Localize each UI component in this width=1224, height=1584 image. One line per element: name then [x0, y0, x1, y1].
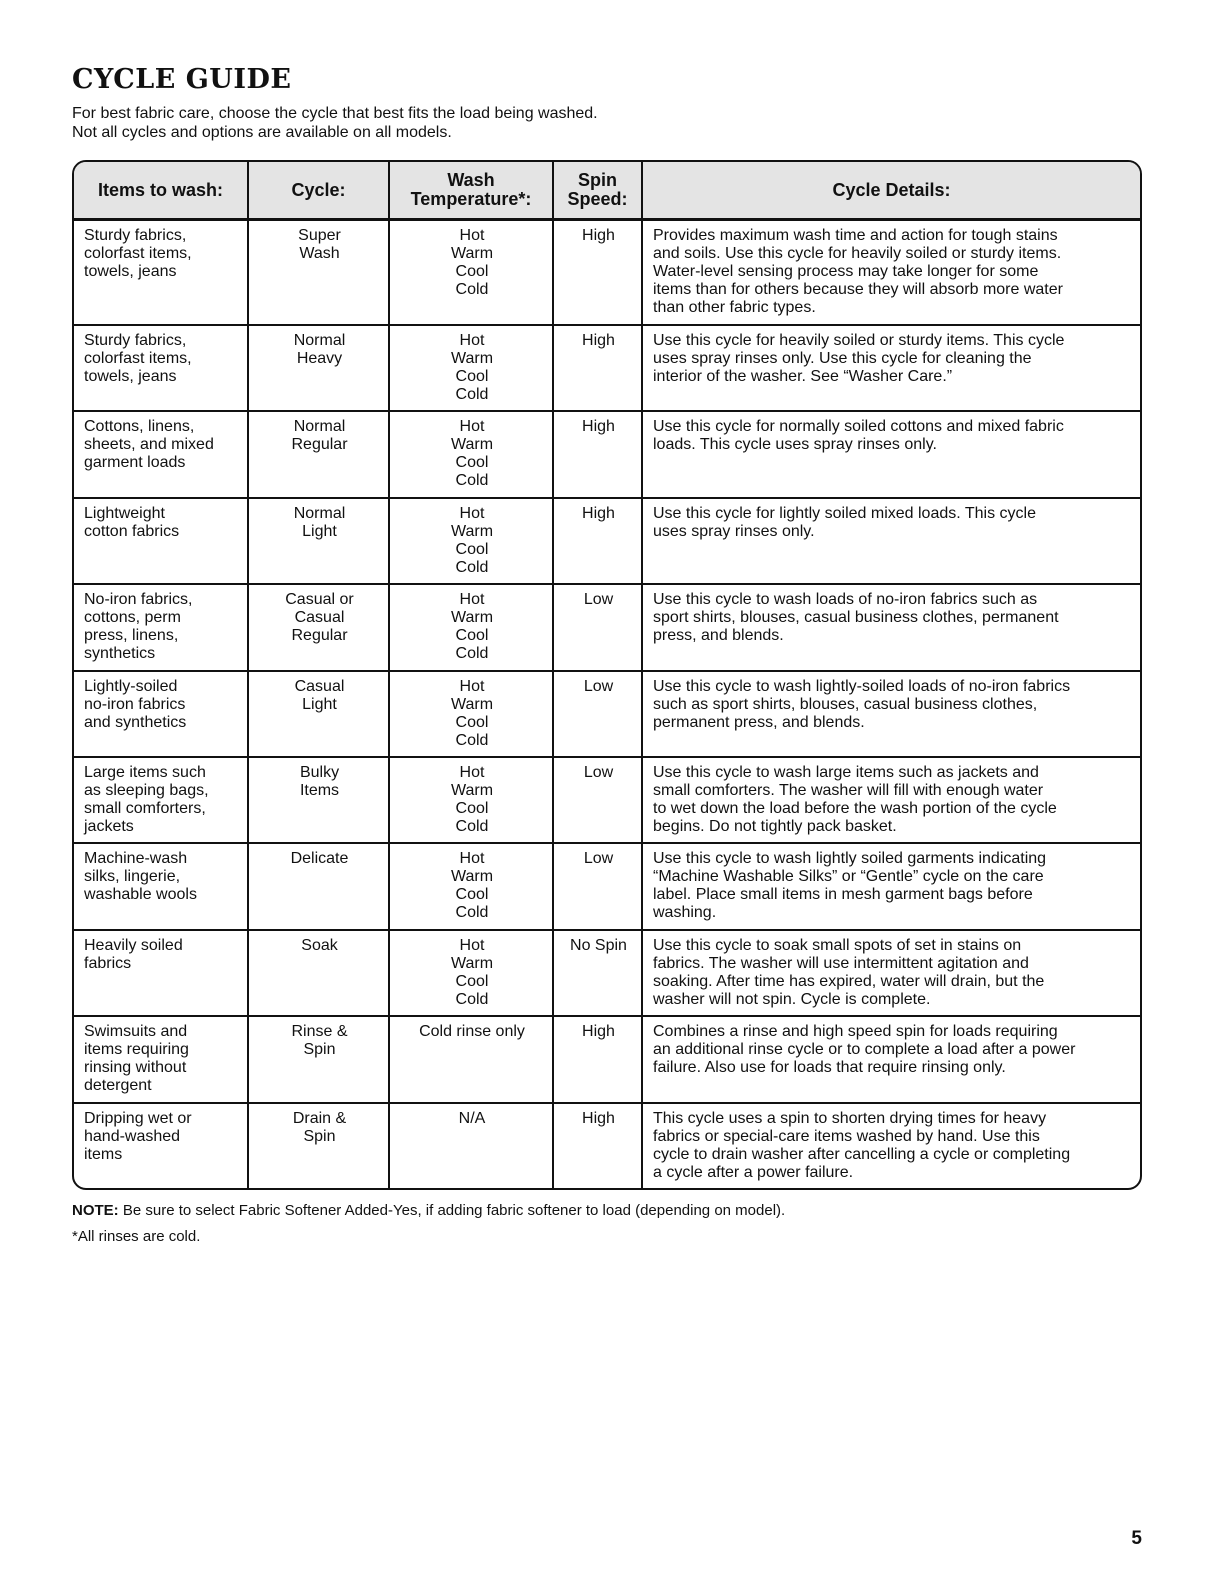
temperature-line: Warm	[450, 868, 494, 886]
cycle-cell	[248, 757, 389, 843]
temperature-line: Hot	[459, 763, 485, 781]
details-line: sport shirts, blouses, casual business clothes, permanent	[653, 609, 1059, 627]
details-cell	[642, 1016, 1140, 1102]
table-row	[74, 325, 1140, 411]
details-line: Use this cycle to wash lightly-soiled loads of no-iron fabrics	[653, 677, 1071, 695]
cycle-cell	[248, 220, 389, 325]
table-row	[74, 757, 1140, 843]
note-label: NOTE:	[72, 1202, 119, 1219]
cycle-line: Drain &	[292, 1109, 347, 1127]
items-line: Swimsuits and	[84, 1023, 188, 1041]
temperature-line: Hot	[459, 418, 485, 436]
temperature-line: Cool	[455, 886, 489, 904]
cycle-line: Bulky	[299, 763, 340, 781]
temperature-cell	[389, 411, 553, 497]
items-line: sheets, and mixed	[84, 436, 214, 454]
items-line: garment loads	[84, 454, 186, 472]
temperature-line: Warm	[450, 436, 494, 454]
temperature-line: Cool	[455, 367, 489, 385]
details-cell	[642, 498, 1140, 584]
spin-cell: Low	[553, 671, 642, 757]
items-line: Lightly-soiled	[84, 677, 178, 695]
items-cell	[74, 220, 248, 325]
details-line: Combines a rinse and high speed spin for loads requiring	[653, 1023, 1058, 1041]
header-details: Cycle Details:	[642, 162, 1140, 220]
items-line: and synthetics	[84, 713, 187, 731]
details-line: such as sport shirts, blouses, casual business clothes,	[653, 695, 1038, 713]
table-row	[74, 930, 1140, 1016]
details-cell	[642, 671, 1140, 757]
items-cell	[74, 1103, 248, 1188]
temperature-line: Cold	[455, 472, 489, 490]
cycle-cell	[248, 411, 389, 497]
items-line: Machine-wash	[84, 850, 188, 868]
cycle-line: Items	[299, 781, 340, 799]
items-line: Sturdy fabrics,	[84, 227, 187, 244]
items-line: washable wools	[84, 886, 197, 904]
temperature-line: Warm	[450, 695, 494, 713]
spin-cell: High	[553, 325, 642, 411]
items-line: synthetics	[84, 645, 156, 663]
items-cell	[74, 843, 248, 929]
details-line: than other fabric types.	[653, 299, 816, 316]
items-line: jackets	[84, 817, 134, 835]
items-line: Sturdy fabrics,	[84, 331, 187, 349]
intro-line: Not all cycles and options are available on all models.	[72, 124, 452, 141]
temperature-line: Cold	[455, 385, 489, 403]
temperature-line: Hot	[459, 591, 485, 609]
temperature-line: Cool	[455, 627, 489, 645]
cycle-line: Regular	[291, 436, 348, 454]
header-cycle: Cycle:	[248, 162, 389, 220]
details-line: press, and blends.	[653, 627, 784, 645]
details-cell	[642, 757, 1140, 843]
details-line: Use this cycle for lightly soiled mixed loads. This cycle	[653, 504, 1036, 522]
items-cell	[74, 671, 248, 757]
items-line: as sleeping bags,	[84, 781, 209, 799]
cycle-line: Casual	[294, 609, 345, 627]
spin-cell: High	[553, 498, 642, 584]
details-line: label. Place small items in mesh garment bags before	[653, 886, 1033, 904]
temperature-line: Hot	[459, 227, 485, 244]
cycle-line: Rinse &	[291, 1023, 348, 1041]
details-line: soaking. After time has expired, water will drain, but the	[653, 972, 1045, 990]
temperature-line: Warm	[450, 954, 494, 972]
cycle-line: Heavy	[296, 349, 343, 367]
temperature-line: Hot	[459, 677, 485, 695]
cycle-line: Normal	[293, 418, 346, 436]
details-line: washing.	[653, 904, 717, 922]
details-line: Water-level sensing process may take longer for some	[653, 263, 1039, 280]
cycle-line: Casual	[294, 677, 345, 695]
temperature-line: Cold	[455, 281, 489, 298]
details-line: uses spray rinses only.	[653, 522, 815, 540]
page-title: CYCLE GUIDE	[72, 64, 292, 95]
footnote: *All rinses are cold.	[72, 1228, 201, 1245]
details-line: Use this cycle for heavily soiled or sturdy items. This cycle	[653, 331, 1065, 349]
temperature-cell	[389, 325, 553, 411]
cycle-line: Regular	[291, 627, 348, 645]
cycle-cell	[248, 584, 389, 670]
temperature-cell	[389, 498, 553, 584]
cycle-cell	[248, 671, 389, 757]
intro-text	[72, 104, 598, 142]
cycle-line: Light	[302, 522, 337, 540]
cycle-cell	[248, 325, 389, 411]
temperature-line: Cool	[455, 540, 489, 558]
temperature-line: Cool	[455, 972, 489, 990]
details-cell	[642, 930, 1140, 1016]
cycle-line: Soak	[301, 936, 338, 954]
details-line: This cycle uses a spin to shorten drying times for heavy	[653, 1109, 1047, 1127]
items-cell	[74, 757, 248, 843]
header-spin: Spin Speed:	[553, 162, 642, 220]
cycle-line: Spin	[303, 1127, 336, 1145]
details-line: failure. Also use for loads that require rinsing only.	[653, 1059, 1006, 1077]
spin-cell: No Spin	[553, 930, 642, 1016]
cycle-guide-table	[72, 160, 1142, 1190]
temperature-cell	[389, 220, 553, 325]
spin-cell: High	[553, 1016, 642, 1102]
details-cell	[642, 411, 1140, 497]
table-row	[74, 411, 1140, 497]
notes	[72, 1198, 785, 1250]
fabric-softener-note	[72, 1198, 785, 1224]
table-row	[74, 584, 1140, 670]
cycle-line: Light	[302, 695, 337, 713]
items-line: Lightweight	[84, 504, 165, 522]
spin-cell: High	[553, 1103, 642, 1188]
items-line: Cottons, linens,	[84, 418, 195, 436]
temperature-cell	[389, 1016, 553, 1102]
items-line: towels, jeans	[84, 367, 177, 385]
items-line: Large items such	[84, 763, 206, 781]
table-row	[74, 220, 1140, 325]
items-line: items	[84, 1145, 123, 1163]
details-line: fabrics. The washer will use intermittent agitation and	[653, 954, 1029, 972]
temperature-line: Cool	[455, 713, 489, 731]
cycle-cell	[248, 843, 389, 929]
spin-cell: Low	[553, 757, 642, 843]
details-line: an additional rinse cycle or to complete a load after a power	[653, 1041, 1076, 1059]
cycle-cell	[248, 498, 389, 584]
temperature-line: Cold rinse only	[419, 1023, 525, 1041]
temperature-line: Hot	[459, 504, 485, 522]
temperature-cell	[389, 1103, 553, 1188]
spin-cell: High	[553, 411, 642, 497]
details-line: cycle to drain washer after cancelling a cycle or completing	[653, 1145, 1071, 1163]
cycle-line: Casual or	[285, 591, 354, 609]
details-line: begins. Do not tightly pack basket.	[653, 817, 897, 835]
details-cell	[642, 1103, 1140, 1188]
table-row	[74, 1103, 1140, 1188]
details-line: Use this cycle to soak small spots of set in stains on	[653, 936, 1022, 954]
details-cell	[642, 220, 1140, 325]
items-cell	[74, 411, 248, 497]
items-cell	[74, 584, 248, 670]
temperature-line: Cold	[455, 904, 489, 922]
temperature-cell	[389, 843, 553, 929]
table-row	[74, 1016, 1140, 1102]
items-line: Heavily soiled	[84, 936, 183, 954]
temperature-line: Warm	[450, 781, 494, 799]
temperature-line: Warm	[450, 522, 494, 540]
details-line: washer will not spin. Cycle is complete.	[653, 990, 931, 1008]
header-temperature: Wash Temperature*:	[389, 162, 553, 220]
details-line: Provides maximum wash time and action for tough stains	[653, 227, 1058, 244]
items-line: small comforters,	[84, 799, 206, 817]
details-line: “Machine Washable Silks” or “Gentle” cycle on the care	[653, 868, 1044, 886]
temperature-line: N/A	[458, 1109, 486, 1127]
note-text: Be sure to select Fabric Softener Added-Yes, if adding fabric softener to load (depending on model).	[118, 1202, 786, 1219]
items-line: press, linens,	[84, 627, 179, 645]
items-cell	[74, 930, 248, 1016]
details-line: permanent press, and blends.	[653, 713, 865, 731]
temperature-cell	[389, 671, 553, 757]
items-line: colorfast items,	[84, 349, 192, 367]
spin-cell: Low	[553, 843, 642, 929]
items-line: items requiring	[84, 1041, 189, 1059]
details-line: a cycle after a power failure.	[653, 1163, 854, 1181]
temperature-line: Cold	[455, 817, 489, 835]
items-line: Dripping wet or	[84, 1109, 192, 1127]
details-cell	[642, 325, 1140, 411]
details-line: and soils. Use this cycle for heavily soiled or sturdy items.	[653, 245, 1062, 262]
temperature-line: Warm	[450, 245, 494, 262]
temperature-line: Cool	[455, 263, 489, 280]
items-cell	[74, 325, 248, 411]
details-line: to wet down the load before the wash portion of the cycle	[653, 799, 1057, 817]
temperature-cell	[389, 584, 553, 670]
temperature-line: Cold	[455, 558, 489, 576]
items-line: silks, lingerie,	[84, 868, 181, 886]
items-cell	[74, 498, 248, 584]
details-line: Use this cycle to wash lightly soiled garments indicating	[653, 850, 1047, 868]
items-line: towels, jeans	[84, 263, 177, 280]
temperature-line: Cool	[455, 454, 489, 472]
items-line: detergent	[84, 1077, 152, 1095]
temperature-line: Hot	[459, 331, 485, 349]
items-line: cottons, perm	[84, 609, 181, 627]
cycle-line: Normal	[293, 504, 346, 522]
temperature-line: Hot	[459, 936, 485, 954]
details-line: loads. This cycle uses spray rinses only.	[653, 436, 937, 454]
temperature-cell	[389, 930, 553, 1016]
details-line: interior of the washer. See “Washer Care.”	[653, 367, 953, 385]
spin-cell: Low	[553, 584, 642, 670]
table-row	[74, 671, 1140, 757]
details-line: uses spray rinses only. Use this cycle for cleaning the	[653, 349, 1032, 367]
items-line: no-iron fabrics	[84, 695, 186, 713]
details-cell	[642, 584, 1140, 670]
cycle-line: Delicate	[290, 850, 349, 868]
items-cell	[74, 1016, 248, 1102]
cycle-line: Normal	[293, 331, 346, 349]
items-line: cotton fabrics	[84, 522, 180, 540]
table-header-row	[74, 162, 1140, 220]
details-line: Use this cycle for normally soiled cottons and mixed fabric	[653, 418, 1064, 436]
cycle-line: Wash	[299, 245, 340, 262]
cycle-line: Spin	[303, 1041, 336, 1059]
cycle-cell	[248, 1103, 389, 1188]
items-line: hand-washed	[84, 1127, 181, 1145]
details-line: small comforters. The washer will fill with enough water	[653, 781, 1044, 799]
cycle-line: Super	[298, 227, 341, 244]
details-line: items than for others because they will absorb more water	[653, 281, 1063, 298]
temperature-line: Hot	[459, 850, 485, 868]
cycle-cell	[248, 1016, 389, 1102]
items-line: rinsing without	[84, 1059, 187, 1077]
spin-cell: High	[553, 220, 642, 325]
temperature-line: Cool	[455, 799, 489, 817]
temperature-line: Cold	[455, 990, 489, 1008]
temperature-line: Warm	[450, 349, 494, 367]
table-row	[74, 843, 1140, 929]
page-number: 5	[1131, 1528, 1142, 1549]
details-line: Use this cycle to wash loads of no-iron fabrics such as	[653, 591, 1038, 609]
cycle-cell	[248, 930, 389, 1016]
items-line: colorfast items,	[84, 245, 192, 262]
details-cell	[642, 843, 1140, 929]
temperature-cell	[389, 757, 553, 843]
intro-line: For best fabric care, choose the cycle that best fits the load being washed.	[72, 105, 598, 122]
table-row	[74, 498, 1140, 584]
header-items: Items to wash:	[74, 162, 248, 220]
temperature-line: Cold	[455, 731, 489, 749]
temperature-line: Warm	[450, 609, 494, 627]
details-line: Use this cycle to wash large items such as jackets and	[653, 763, 1039, 781]
details-line: fabrics or special-care items washed by hand. Use this	[653, 1127, 1040, 1145]
items-line: No-iron fabrics,	[84, 591, 193, 609]
temperature-line: Cold	[455, 645, 489, 663]
items-line: fabrics	[84, 954, 132, 972]
